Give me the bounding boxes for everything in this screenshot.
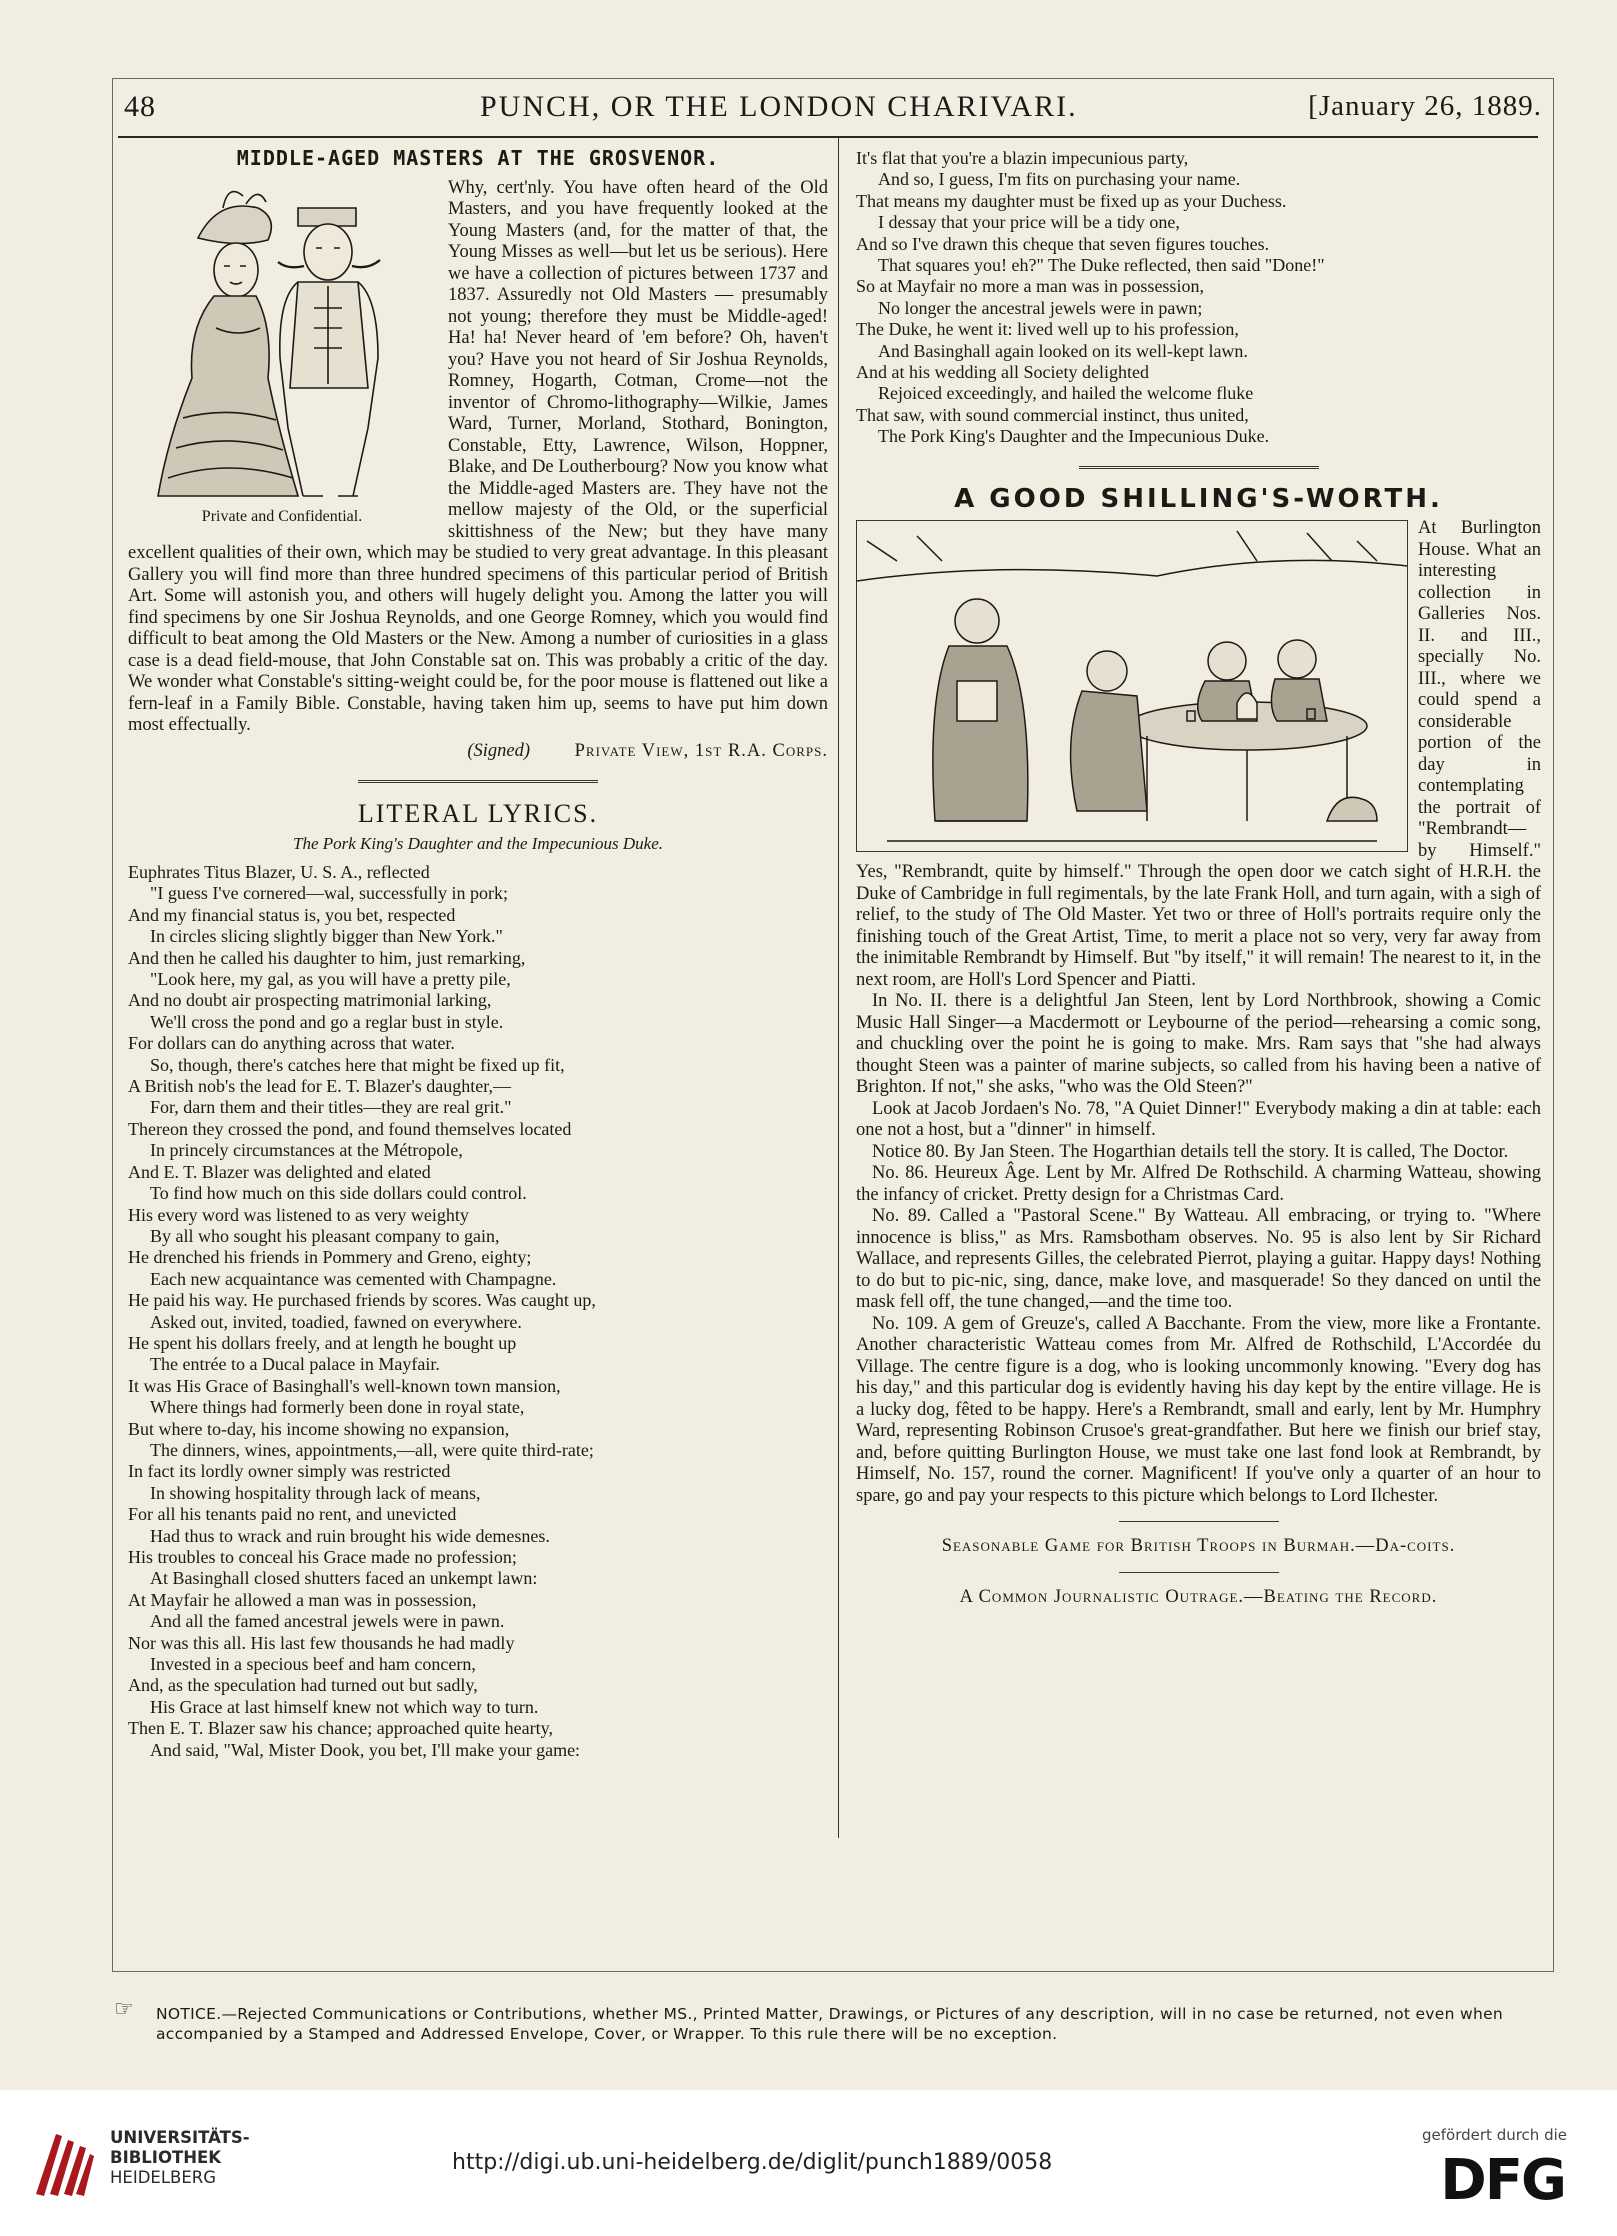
poem-line: A British nob's the lead for E. T. Blazer's daughter,—	[128, 1076, 512, 1097]
poem-line: That means my daughter must be fixed up as your Duchess.	[856, 190, 1287, 211]
poem-line: And so, I guess, I'm fits on purchasing your name.	[878, 169, 1241, 190]
poem-line: And Basinghall again looked on its well-kept lawn.	[878, 340, 1248, 361]
poem-line: "Look here, my gal, as you will have a pretty pile,	[150, 969, 511, 990]
poem-line: And my financial status is, you bet, respected	[128, 904, 456, 925]
left-column	[128, 148, 828, 1761]
section-divider	[1079, 466, 1319, 469]
poem-line: His Grace at last himself knew not which way to turn.	[150, 1696, 539, 1717]
poem-line: At Mayfair he allowed a man was in possession,	[128, 1589, 477, 1610]
poem-line: And said, "Wal, Mister Dook, you bet, I'll make your game:	[150, 1739, 581, 1760]
page-number: 48	[124, 90, 156, 123]
illustration-couple	[128, 178, 436, 528]
sponsor-text: gefördert durch die	[1422, 2126, 1567, 2144]
poem-line: "I guess I've cornered—wal, successfully in pork;	[150, 883, 508, 904]
article-paragraph: No. 109. A gem of Greuze's, called A Bacchante. From the view, more like a Frontante. Another characteristic Watteau comes from Mr. Alfred de Rothschild, L'Accordée du Village. The centre figure is a dog, who is looking uncommonly knowing. "Every dog has his day," and this particular dog is evidently having his day kept by the entire village. He is a lucky dog, fêted to be happy. Here's a Rembrandt, small and early, lent by Mr. Humphry Ward, representing Robinson Crusoe's great-grandfather. But here we finish our brief stay, and, before quitting Burlington House, we must take one last fond look at Rembrandt, by Himself, No. 157, round the corner. Magnificent! If you've only a quarter of an hour to spare, go and pay your respects to this picture which belongs to Lord Ilchester.	[856, 1313, 1541, 1506]
library-line: HEIDELBERG	[110, 2168, 217, 2187]
poem-line: Invested in a specious beef and ham concern,	[150, 1654, 476, 1675]
poem-line: Nor was this all. His last few thousands he had madly	[128, 1632, 515, 1653]
snippet-game: Seasonable Game for British Troops in Burmah.—Da-coits.	[941, 1536, 1456, 1557]
poem-line: And E. T. Blazer was delighted and elated	[128, 1161, 431, 1182]
poem-line: That squares you! eh?" The Duke reflected, then said "Done!"	[878, 255, 1325, 276]
poem-line: For dollars can do anything across that water.	[128, 1033, 455, 1054]
dfg-logo: DFG	[1440, 2148, 1565, 2213]
poem-line: The Duke, he went it: lived well up to his profession,	[856, 319, 1239, 340]
signature-line	[128, 741, 828, 763]
poem-line: Rejoiced exceedingly, and hailed the welcome fluke	[878, 383, 1254, 404]
poem-line: In showing hospitality through lack of means,	[150, 1482, 481, 1503]
poem-line: His troubles to conceal his Grace made no profession;	[128, 1547, 517, 1567]
library-logo-icon	[32, 2124, 94, 2198]
article-title-good-shillings-worth: A GOOD SHILLING'S-WORTH.	[954, 483, 1443, 514]
poem-line: At Basinghall closed shutters faced an unkempt lawn:	[150, 1568, 538, 1589]
poem-line: The dinners, wines, appointments,—all, were quite third-rate;	[150, 1439, 594, 1460]
header-rule	[118, 136, 1538, 138]
section-divider	[1119, 1572, 1279, 1573]
poem-line: To find how much on this side dollars could control.	[150, 1183, 527, 1204]
poem-line: So at Mayfair no more a man was in possession,	[856, 276, 1204, 297]
poem-line: And then he called his daughter to him, just remarking,	[128, 947, 526, 968]
poem-line: It was His Grace of Basinghall's well-known town mansion,	[128, 1375, 561, 1396]
poem-line: It's flat that you're a blazin impecunious party,	[856, 148, 1189, 168]
pointing-hand-icon: ☞	[114, 1997, 135, 2022]
section-divider	[358, 780, 598, 783]
library-line: BIBLIOTHEK	[110, 2148, 222, 2167]
poem-line: No longer the ancestral jewels were in pawn;	[878, 297, 1203, 318]
article-title-middle-aged-masters: MIDDLE-AGED MASTERS AT THE GROSVENOR.	[236, 146, 720, 170]
poem-line: And no doubt air prospecting matrimonial larking,	[128, 990, 492, 1011]
poem-right	[856, 148, 1541, 448]
poem-line: We'll cross the pond and go a reglar bust in style.	[150, 1011, 504, 1032]
article-body: Why, cert'nly. You have often heard of the Old Masters, and you have frequently looked at the Young Masters (and, for the matter of that, the Young Misses as well—but let us be serious). Here we have a collection of pictures between 1737 and 1837. Assuredly not Old Masters — presumably not young; therefore they must be Middle-aged! Ha! ha! Never heard of 'em before? Oh, haven't you? Have you not heard of Sir Joshua Reynolds, Romney, Hogarth, Cotman, Crome—not the inventor of Chromo-lithography—Wilkie, James Ward, Turner, Morland, Stothard, Bonington, Constable, Etty, Lawrence, Wilson, Hoppner, Blake, and De Loutherbourg? Now you know what the Middle-aged Masters are. They have not the mellow majesty of the Old, or the superficial skittishness of the New; but they have many excellent qualities of their own, which may be studied to very great advantage. In this pleasant Gallery you will find more than three hundred specimens of this particular period of British Art. Some will astonish you, and others will hugely delight you. Among the latter you will find specimens by one Sir Joshua Reynolds, and one George Romney, which you would find difficult to beat among the Old Masters or the New. Among a number of curiosities in a glass case is a dead field-mouse, that John Constable sat on. This was probably a critic of the day. We wonder what Constable's sitting-weight could be, for the poor mouse is flattened out like a fern-leaf in a Family Bible. Constable, having taken him up, seems to have put him down most effectually.	[128, 177, 828, 735]
article-paragraph: Notice 80. By Jan Steen. The Hogarthian details tell the story. It is called, The Doctor.	[872, 1141, 1509, 1162]
poem-line: The Pork King's Daughter and the Impecunious Duke.	[878, 426, 1270, 447]
poem-line: That saw, with sound commercial instinct, thus united,	[856, 404, 1249, 425]
illustration-monks	[856, 520, 1408, 852]
poem-line: Asked out, invited, toadied, fawned on everywhere.	[150, 1311, 522, 1332]
poem-line: Then E. T. Blazer saw his chance; approached quite hearty,	[128, 1718, 553, 1739]
poem-line: But where to-day, his income showing no expansion,	[128, 1418, 510, 1439]
masthead-title: PUNCH, OR THE LONDON CHARIVARI.	[480, 90, 1078, 123]
article-paragraph: Look at Jacob Jordaen's No. 78, "A Quiet Dinner!" Everybody making a din at table: each one not a host, but a "dinner" in himself.	[856, 1098, 1541, 1141]
signed-label: (Signed)	[467, 740, 530, 761]
poem-line: He drenched his friends in Pommery and Greno, eighty;	[128, 1247, 532, 1268]
poem-line: Had thus to wrack and ruin brought his wide demesnes.	[150, 1525, 550, 1546]
poem-line: I dessay that your price will be a tidy one,	[878, 212, 1180, 233]
article-paragraph: No. 86. Heureux Âge. Lent by Mr. Alfred De Rothschild. A charming Watteau, showing the infancy of cricket. Pretty design for a Christmas Card.	[856, 1163, 1541, 1205]
signature: Private View, 1st R.A. Corps.	[574, 740, 828, 761]
poem-line: The entrée to a Ducal palace in Mayfair.	[150, 1354, 440, 1375]
footer	[0, 2090, 1617, 2236]
issue-date: [January 26, 1889.	[1308, 90, 1542, 122]
section-divider	[1119, 1521, 1279, 1522]
article-paragraph: In No. II. there is a delightful Jan Steen, lent by Lord Northbrook, showing a Comic Music Hall Singer—a Macdermott or Leybourne of the period—rehearsing a comic song, and chuckling over the point he is going to make. Mrs. Ram says that "she had always thought Steen was a painter of marine subjects, so called from his having been a native of Brighton. If not," she asks, "who was the Old Steen?"	[856, 991, 1541, 1098]
poem-line: His every word was listened to as very weighty	[128, 1204, 469, 1225]
poem-line: Thereon they crossed the pond, and found themselves located	[128, 1118, 572, 1139]
couple-drawing	[128, 178, 436, 506]
poem-line: For, darn them and their titles—they are real grit."	[150, 1097, 512, 1118]
library-name	[110, 2128, 250, 2188]
poem-line: In princely circumstances at the Métropole,	[150, 1140, 463, 1161]
poem-line: So, though, there's catches here that might be fixed up fit,	[150, 1054, 565, 1075]
poem-left	[128, 862, 828, 1761]
poem-line: In fact its lordly owner simply was restricted	[128, 1461, 451, 1482]
poem-line: Where things had formerly been done in royal state,	[150, 1397, 525, 1418]
snippet-outrage: A Common Journalistic Outrage.—Beating the Record.	[959, 1586, 1438, 1607]
illustration-caption: Private and Confidential.	[201, 507, 363, 525]
notice-text: NOTICE.—Rejected Communications or Contributions, whether MS., Printed Matter, Drawings, or Pictures of any description, will in no case be returned, not even when accompanied by a Stamped and Addressed Envelope, Cover, or Wrapper. To this rule there will be no exception.	[156, 2005, 1504, 2043]
poem-line: He paid his way. He purchased friends by scores. Was caught up,	[128, 1290, 596, 1311]
poem-line: By all who sought his pleasant company to gain,	[150, 1225, 500, 1246]
poem-line: For all his tenants paid no rent, and unevicted	[128, 1504, 457, 1525]
poem-line: In circles slicing slightly bigger than New York."	[150, 926, 503, 947]
poem-line: And so I've drawn this cheque that seven figures touches.	[856, 233, 1270, 254]
monks-drawing	[857, 521, 1407, 851]
right-column	[856, 148, 1541, 1608]
poem-subtitle: The Pork King's Daughter and the Impecunious Duke.	[292, 833, 664, 853]
poem-line: Each new acquaintance was cemented with Champagne.	[150, 1268, 557, 1289]
article-paragraph: At Burlington House. What an interesting collection in Galleries Nos. II. and III., specially No. III., where we could spend a considerable portion of the day in contemplating the portrait of "Rembrandt—by Himself." Yes, "Rembrandt, quite by himself." Through the open door we catch sight of H.R.H. the Duke of Cambridge in full regimentals, by the late Frank Holl, and turn again, with a sigh of relief, to the study of The Old Master. Yet two or three of Holl's portraits require only the finishing touch of the Great Artist, Time, to merit a place not so very, very far away from the inimitable Rembrandt by Himself. But "by itself," it will remain! The nearest to it, in the next room, are Holl's Lord Spencer and Piatti.	[856, 518, 1541, 990]
poem-line: And, as the speculation had turned out but sadly,	[128, 1675, 478, 1696]
poem-line: Euphrates Titus Blazer, U. S. A., reflected	[128, 862, 430, 882]
permalink[interactable]: http://digi.ub.uni-heidelberg.de/diglit/punch1889/0058	[452, 2150, 1053, 2175]
poem-line: And all the famed ancestral jewels were in pawn.	[150, 1611, 505, 1632]
article-title-literal-lyrics: LITERAL LYRICS.	[357, 799, 599, 828]
notice	[114, 1997, 1536, 2044]
column-rule	[838, 138, 839, 1838]
poem-line: And at his wedding all Society delighted	[856, 362, 1149, 383]
library-line: UNIVERSITÄTS-	[110, 2128, 250, 2147]
article-paragraph: No. 89. Called a "Pastoral Scene." By Watteau. All embracing, or trying to. "Where innocence is bliss," as Mrs. Ramsbotham observes. No. 95 is also lent by Sir Richard Wallace, and represents Gilles, the celebrated Pierrot, playing a guitar. Happy days! Nothing to do but to pic-nic, sing, dance, make love, and masquerade! So they danced on until the mask fell off, the tune changed,—and the time too.	[856, 1206, 1541, 1313]
poem-line: He spent his dollars freely, and at length he bought up	[128, 1332, 517, 1353]
